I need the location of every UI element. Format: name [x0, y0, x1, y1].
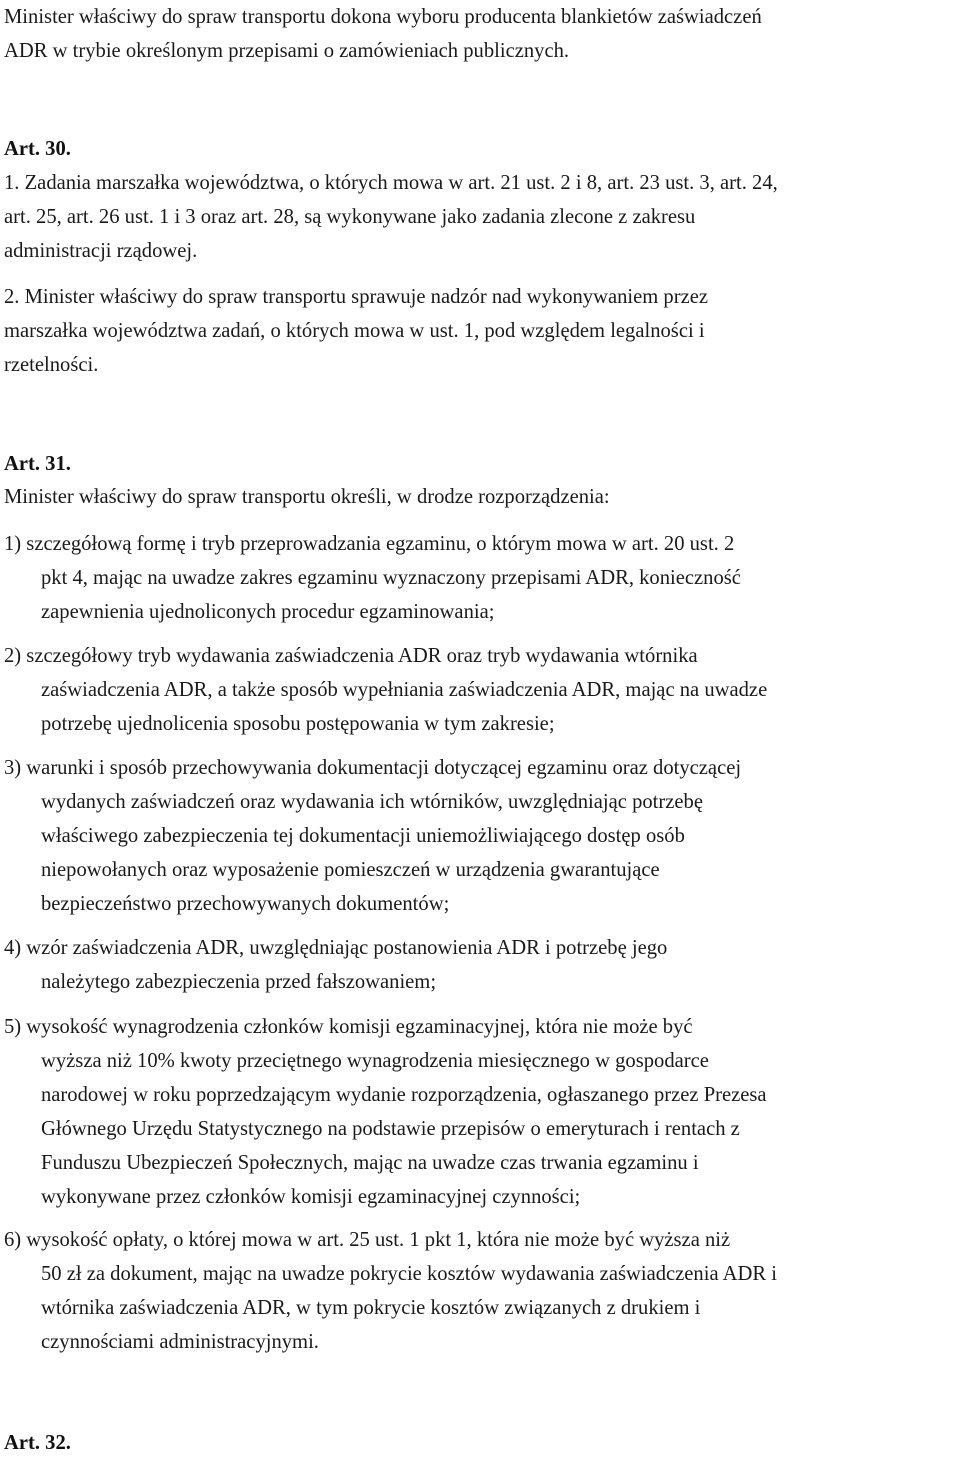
text-line: wydanych zaświadczeń oraz wydawania ich wtórników, uwzględniając potrzebę: [41, 791, 703, 813]
article-31-heading: Art. 31.: [4, 453, 71, 475]
text-line: 4) wzór zaświadczenia ADR, uwzględniając postanowienia ADR i potrzebę jego: [4, 937, 668, 959]
list-item-1-continuation: [41, 561, 959, 629]
text-line: 6) wysokość opłaty, o której mowa w art. 25 ust. 1 pkt 1, która nie może być wyższa niż: [4, 1229, 731, 1251]
text-line: marszałka województwa zadań, o których mowa w ust. 1, pod względem legalności i: [4, 320, 705, 342]
list-item-5-continuation: [41, 1044, 959, 1214]
list-item-4: [4, 931, 956, 965]
list-item-6: [4, 1223, 956, 1257]
text-line: ADR w trybie określonym przepisami o zamówieniach publicznych.: [4, 40, 570, 62]
text-line: administracji rządowej.: [4, 240, 198, 262]
text-line: pkt 4, mając na uwadze zakres egzaminu wyznaczony przepisami ADR, konieczność: [41, 567, 741, 589]
list-item-5: [4, 1010, 956, 1044]
list-item-1: [4, 527, 956, 561]
text-line: zapewnienia ujednoliconych procedur egzaminowania;: [41, 601, 495, 623]
list-item-3: [4, 751, 956, 785]
list-item-3-continuation: [41, 785, 959, 921]
list-item-4-continuation: [41, 965, 959, 999]
list-item-2: [4, 639, 956, 673]
text-line: czynnościami administracyjnymi.: [41, 1331, 319, 1353]
text-line: niepowołanych oraz wyposażenie pomieszczeń w urządzenia gwarantujące: [41, 859, 660, 881]
article-30-paragraph-2: [4, 280, 956, 382]
text-line: 1. Zadania marszałka województwa, o których mowa w art. 21 ust. 2 i 8, art. 23 ust. 3, art. 24,: [4, 172, 778, 194]
text-line: 50 zł za dokument, mając na uwadze pokrycie kosztów wydawania zaświadczenia ADR i: [41, 1263, 777, 1285]
text-line: właściwego zabezpieczenia tej dokumentacji uniemożliwiającego dostęp osób: [41, 825, 685, 847]
text-line: należytego zabezpieczenia przed fałszowaniem;: [41, 971, 437, 993]
list-item-2-continuation: [41, 673, 959, 741]
list-item-6-continuation: [41, 1257, 959, 1359]
text-line: wykonywane przez członków komisji egzaminacyjnej czynności;: [41, 1186, 581, 1208]
text-line: 3) warunki i sposób przechowywania dokumentacji dotyczącej egzaminu oraz dotyczącej: [4, 757, 742, 779]
article-30-heading: Art. 30.: [4, 138, 71, 160]
text-line: art. 25, art. 26 ust. 1 i 3 oraz art. 28, są wykonywane jako zadania zlecone z zakresu: [4, 206, 696, 228]
article-31-intro: Minister właściwy do spraw transportu określi, w drodze rozporządzenia:: [4, 486, 610, 508]
text-line: bezpieczeństwo przechowywanych dokumentów;: [41, 893, 450, 915]
text-line: Funduszu Ubezpieczeń Społecznych, mając na uwadze czas trwania egzaminu i: [41, 1152, 699, 1174]
intro-paragraph: [4, 0, 956, 68]
text-line: potrzebę ujednolicenia sposobu postępowania w tym zakresie;: [41, 713, 555, 735]
text-line: 2. Minister właściwy do spraw transportu sprawuje nadzór nad wykonywaniem przez: [4, 286, 708, 308]
text-line: 1) szczegółową formę i tryb przeprowadzania egzaminu, o którym mowa w art. 20 ust. 2: [4, 533, 735, 555]
text-line: rzetelności.: [4, 354, 99, 376]
article-30-paragraph-1: [4, 166, 956, 268]
text-line: narodowej w roku poprzedzającym wydanie rozporządzenia, ogłaszanego przez Prezesa: [41, 1084, 767, 1106]
text-line: 2) szczegółowy tryb wydawania zaświadczenia ADR oraz tryb wydawania wtórnika: [4, 645, 698, 667]
text-line: zaświadczenia ADR, a także sposób wypełniania zaświadczenia ADR, mając na uwadze: [41, 679, 768, 701]
text-line: wtórnika zaświadczenia ADR, w tym pokrycie kosztów związanych z drukiem i: [41, 1297, 701, 1319]
text-line: Minister właściwy do spraw transportu dokona wyboru producenta blankietów zaświadczeń: [4, 6, 762, 28]
article-32-heading: Art. 32.: [4, 1432, 71, 1454]
text-line: wyższa niż 10% kwoty przeciętnego wynagrodzenia miesięcznego w gospodarce: [41, 1050, 709, 1072]
text-line: 5) wysokość wynagrodzenia członków komisji egzaminacyjnej, która nie może być: [4, 1016, 693, 1038]
text-line: Głównego Urzędu Statystycznego na podstawie przepisów o emeryturach i rentach z: [41, 1118, 740, 1140]
